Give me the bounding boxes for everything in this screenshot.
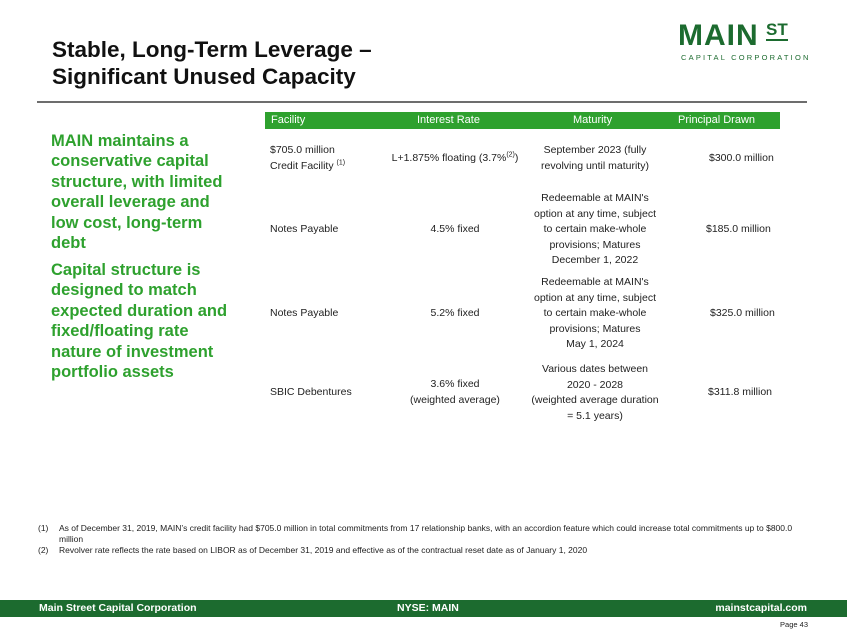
- row-4-rate-line-1: 3.6% fixed: [430, 378, 480, 390]
- logo-underline: [766, 39, 788, 41]
- row-4-maturity-line-2: 2020 - 2028: [566, 378, 624, 391]
- row-4-principal: $311.8 million: [708, 386, 773, 398]
- footnote-1: [38, 523, 808, 544]
- row-2-rate: 4.5% fixed: [430, 223, 480, 235]
- logo-subtitle: CAPITAL CORPORATION: [681, 53, 811, 62]
- row-2-maturity-line-1: Redeemable at MAIN's: [541, 192, 649, 204]
- slide-title: [52, 36, 372, 90]
- row-1-rate: [375, 151, 535, 167]
- title-divider: [37, 101, 807, 103]
- footnote-1-text: As of December 31, 2019, MAIN’s credit facility had $705.0 million in total commitments from 17 relationship banks, with an accordion feature which could increase total commitments up to $800.0 million: [59, 523, 793, 544]
- row-1-facility-line-1: $705.0 million: [270, 144, 335, 156]
- row-1-principal: $300.0 million: [709, 152, 774, 164]
- row-1-maturity: [515, 143, 675, 174]
- row-3-maturity-line-1: Redeemable at MAIN's: [541, 276, 649, 288]
- footer-bar: [0, 600, 847, 617]
- row-3-principal: $325.0 million: [710, 307, 775, 319]
- row-3-maturity-line-5: May 1, 2024: [566, 338, 624, 351]
- header-maturity: Maturity: [573, 114, 613, 126]
- footer-ticker: NYSE: MAIN: [397, 602, 459, 614]
- row-1-maturity-line-2: revolving until maturity): [541, 159, 649, 172]
- row-3-maturity-line-3: to certain make-whole: [543, 307, 647, 320]
- logo-wordmark: MAIN: [678, 19, 759, 52]
- row-1-rate-text: L+1.875% floating (3.7%: [391, 152, 507, 164]
- footnote-2-number: (2): [38, 545, 49, 555]
- footnote-2-text: Revolver rate reflects the rate based on LIBOR as of December 31, 2019 and effective as of the contractual reset date as of January 1, 2020: [59, 545, 588, 555]
- row-2-maturity-line-3: to certain make-whole: [543, 223, 647, 236]
- sidebar-paragraph-1: MAIN maintains a conservative capital structure, with limited overall leverage and low cost, long-term debt: [51, 132, 223, 253]
- table-header: [265, 112, 780, 129]
- footnote-1-number: (1): [38, 523, 49, 533]
- page-number: Page 43: [780, 620, 808, 629]
- footnote-2: [38, 545, 808, 556]
- row-2-principal: $185.0 million: [706, 223, 771, 235]
- row-2-maturity: [515, 191, 675, 269]
- title-line-2: Significant Unused Capacity: [52, 64, 356, 89]
- footer-company: Main Street Capital Corporation: [39, 602, 197, 614]
- row-2-maturity-line-2: option at any time, subject: [534, 207, 656, 220]
- row-1-maturity-line-1: September 2023 (fully: [543, 144, 647, 156]
- header-principal-drawn: Principal Drawn: [678, 114, 756, 126]
- header-interest-rate: Interest Rate: [417, 114, 480, 126]
- row-1-rate-footnote: (2): [506, 151, 515, 159]
- sidebar-paragraph-2: Capital structure is designed to match expected duration and fixed/floating rate nature of investment portfolio assets: [51, 261, 228, 382]
- row-3-maturity-line-4: provisions; Matures: [549, 322, 641, 335]
- row-4-rate-line-2: (weighted average): [410, 393, 500, 406]
- footnotes: [38, 523, 808, 557]
- logo-st: ST: [766, 20, 788, 39]
- row-3-facility: Notes Payable: [270, 307, 339, 319]
- row-1-facility: [270, 143, 345, 174]
- row-3-maturity: [515, 275, 675, 353]
- row-4-maturity-line-3: (weighted average duration: [531, 394, 659, 407]
- row-3-maturity-line-2: option at any time, subject: [534, 291, 656, 304]
- row-4-facility: SBIC Debentures: [270, 386, 352, 398]
- row-4-maturity-line-4: = 5.1 years): [567, 409, 623, 422]
- row-4-rate: [375, 377, 535, 408]
- header-facility: Facility: [271, 114, 306, 126]
- footer-website[interactable]: mainstcapital.com: [715, 602, 807, 614]
- company-logo: [678, 19, 811, 62]
- row-3-rate: 5.2% fixed: [430, 307, 480, 319]
- row-1-rate-close: ): [514, 152, 519, 164]
- row-4-maturity: [515, 362, 675, 424]
- row-2-maturity-line-5: December 1, 2022: [551, 254, 639, 267]
- row-2-facility: Notes Payable: [270, 223, 339, 235]
- row-2-maturity-line-4: provisions; Matures: [549, 238, 641, 251]
- row-4-maturity-line-1: Various dates between: [541, 363, 649, 375]
- row-1-facility-line-2: Credit Facility: [270, 159, 334, 172]
- title-line-1: Stable, Long-Term Leverage –: [52, 37, 372, 62]
- row-1-facility-footnote: (1): [336, 159, 346, 167]
